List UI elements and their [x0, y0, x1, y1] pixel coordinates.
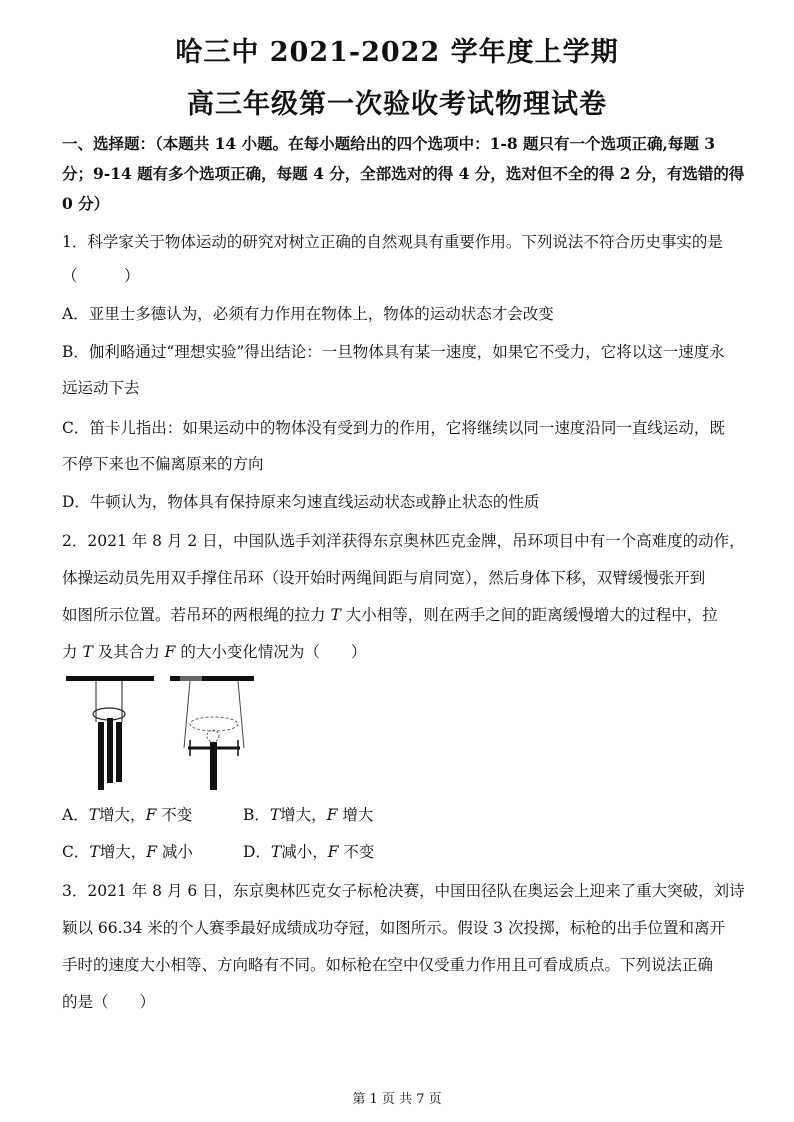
q1-stem-line2: （ ）	[62, 267, 140, 285]
q2-options-row1	[62, 805, 392, 825]
q2-stem-line3: 如图所示位置。若吊环的两根绳的拉力 T 大小相等，则在两手之间的距离缓慢增大的过程中，拉	[62, 606, 718, 624]
q3-stem-line1: 3．2021 年 8 月 6 日，东京奥林匹克女子标枪决赛，中国田径队在奥运会上迎来了重大突破，刘诗	[62, 882, 745, 900]
section-instructions-line3: 0 分）	[62, 194, 110, 213]
q2-option-b: B．T增大，F 增大	[242, 806, 374, 824]
q2-stem-line1: 2．2021 年 8 月 2 日，中国队选手刘洋获得东京奥林匹克金牌，吊环项目中有一个高难度的动作，	[62, 532, 745, 550]
q2-option-c: C．T增大，F 减小	[62, 843, 193, 861]
q2-stem-line4: 力 T 及其合力 F 的大小变化情况为（ ）	[62, 643, 367, 661]
q3-stem-line3: 手时的速度大小相等、方向略有不同。如标枪在空中仅受重力作用且可看成质点。下列说法正确	[62, 956, 714, 974]
q1-option-b-line2: 远运动下去	[62, 379, 140, 397]
gymnast-rings-figure	[62, 672, 272, 802]
exam-title-line2: 高三年级第一次验收考试物理试卷	[187, 89, 607, 120]
rings-before-figure	[66, 676, 154, 790]
q3-stem-line2: 颖以 66.34 米的个人赛季最好成绩成功夺冠，如图所示。假设 3 次投掷，标枪的出手位置和离开	[62, 919, 725, 937]
q3-stem-line4: 的是（ ）	[62, 993, 156, 1011]
q1-option-a: A．亚里士多德认为，必须有力作用在物体上，物体的运动状态才会改变	[62, 305, 554, 323]
page-number-footer: 第 1 页 共 7 页	[352, 1092, 442, 1107]
q1-option-b-line1: B．伽利略通过“理想实验”得出结论：一旦物体具有某一速度，如果它不受力，它将以这一速度永	[62, 343, 725, 361]
section-instructions-line2: 分；9-14 题有多个选项正确，每题 4 分，全部选对的得 4 分，选对但不全的得 2 分，有选错的得	[62, 164, 745, 183]
q1-option-d: D．牛顿认为，物体具有保持原来匀速直线运动状态或静止状态的性质	[62, 493, 540, 511]
q2-option-d: D．T减小，F 不变	[242, 843, 375, 861]
q2-stem-line2: 体操运动员先用双手撑住吊环（设开始时两绳间距与肩同宽），然后身体下移，双臂缓慢张开到	[62, 569, 706, 587]
q1-stem-line1: 1．科学家关于物体运动的研究对树立正确的自然观具有重要作用。下列说法不符合历史事实的是	[62, 233, 723, 251]
rings-after-figure	[170, 676, 254, 790]
section-instructions-line1: 一、选择题：（本题共 14 小题。在每小题给出的四个选项中：1-8 题只有一个选项正确,每题 3	[62, 134, 716, 153]
q1-option-c-line2: 不停下来也不偏离原来的方向	[62, 455, 264, 473]
q1-option-c-line1: C．笛卡儿指出：如果运动中的物体没有受到力的作用，它将继续以同一速度沿同一直线运动，既	[62, 419, 725, 437]
q2-options-row2	[62, 842, 392, 862]
q2-option-a: A．T增大，F 不变	[62, 806, 193, 824]
exam-title-line1: 哈三中 2021-2022 学年度上学期	[175, 37, 619, 68]
